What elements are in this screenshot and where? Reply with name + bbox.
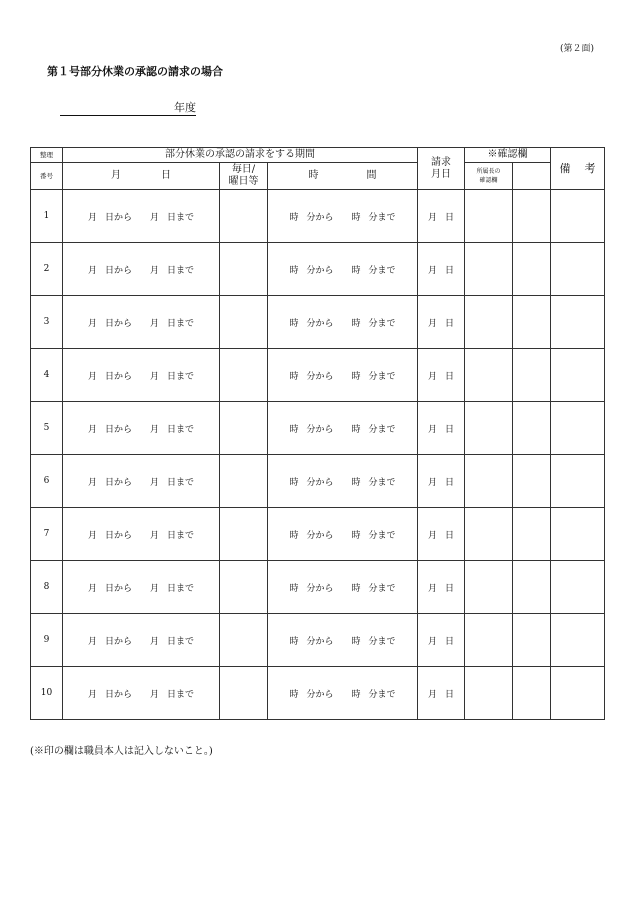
row-number: 3 — [31, 296, 63, 349]
remarks-field[interactable] — [551, 243, 605, 296]
table-row — [31, 667, 605, 720]
remarks-field[interactable] — [551, 667, 605, 720]
table-row — [31, 508, 605, 561]
remarks-field[interactable] — [551, 561, 605, 614]
header-seiri: 整理 — [31, 148, 63, 163]
request-date-field[interactable]: 月 日 — [418, 243, 465, 296]
fiscal-year-field[interactable] — [60, 101, 196, 116]
date-range-field[interactable]: 月 日から 月 日まで — [63, 243, 220, 296]
table-row — [31, 296, 605, 349]
time-range-field[interactable]: 時 分から 時 分まで — [268, 349, 418, 402]
table-row — [31, 349, 605, 402]
remarks-field[interactable] — [551, 508, 605, 561]
form-title: 第１号部分休業の承認の請求の場合 — [47, 65, 223, 78]
everyday-field[interactable] — [220, 190, 268, 243]
table-row — [31, 455, 605, 508]
header-everyday: 毎日/ 曜日等 — [220, 163, 268, 190]
confirmation-blank-field[interactable] — [513, 667, 551, 720]
fiscal-year-label: 年度 — [174, 101, 196, 114]
row-number: 10 — [31, 667, 63, 720]
supervisor-check-field[interactable] — [465, 243, 513, 296]
supervisor-check-field[interactable] — [465, 296, 513, 349]
confirmation-blank-field[interactable] — [513, 614, 551, 667]
request-date-field[interactable]: 月 日 — [418, 508, 465, 561]
request-date-field[interactable]: 月 日 — [418, 402, 465, 455]
header-month-day: 月 日 — [63, 163, 220, 190]
everyday-field[interactable] — [220, 508, 268, 561]
everyday-field[interactable] — [220, 402, 268, 455]
confirmation-blank-field[interactable] — [513, 561, 551, 614]
time-range-field[interactable]: 時 分から 時 分まで — [268, 296, 418, 349]
everyday-field[interactable] — [220, 349, 268, 402]
date-range-field[interactable]: 月 日から 月 日まで — [63, 561, 220, 614]
row-number: 2 — [31, 243, 63, 296]
confirmation-blank-field[interactable] — [513, 296, 551, 349]
supervisor-check-field[interactable] — [465, 402, 513, 455]
remarks-field[interactable] — [551, 349, 605, 402]
time-range-field[interactable]: 時 分から 時 分まで — [268, 455, 418, 508]
supervisor-check-field[interactable] — [465, 667, 513, 720]
request-date-field[interactable]: 月 日 — [418, 455, 465, 508]
table-row — [31, 243, 605, 296]
remarks-field[interactable] — [551, 455, 605, 508]
table-row — [31, 402, 605, 455]
row-number: 1 — [31, 190, 63, 243]
header-blank — [513, 163, 551, 190]
table-row — [31, 190, 605, 243]
everyday-field[interactable] — [220, 561, 268, 614]
time-range-field[interactable]: 時 分から 時 分まで — [268, 190, 418, 243]
request-date-field[interactable]: 月 日 — [418, 667, 465, 720]
page-number: (第２面) — [559, 44, 594, 54]
request-date-field[interactable]: 月 日 — [418, 296, 465, 349]
table-row — [31, 561, 605, 614]
header-supervisor-check: 所属長の 確認欄 — [465, 163, 513, 190]
supervisor-check-field[interactable] — [465, 349, 513, 402]
time-range-field[interactable]: 時 分から 時 分まで — [268, 614, 418, 667]
date-range-field[interactable]: 月 日から 月 日まで — [63, 508, 220, 561]
supervisor-check-field[interactable] — [465, 190, 513, 243]
time-range-field[interactable]: 時 分から 時 分まで — [268, 561, 418, 614]
row-number: 5 — [31, 402, 63, 455]
request-date-field[interactable]: 月 日 — [418, 190, 465, 243]
date-range-field[interactable]: 月 日から 月 日まで — [63, 614, 220, 667]
header-period: 部分休業の承認の請求をする期間 — [63, 148, 418, 163]
confirmation-blank-field[interactable] — [513, 190, 551, 243]
header-time: 時 間 — [268, 163, 418, 190]
time-range-field[interactable]: 時 分から 時 分まで — [268, 243, 418, 296]
row-number: 7 — [31, 508, 63, 561]
date-range-field[interactable]: 月 日から 月 日まで — [63, 190, 220, 243]
date-range-field[interactable]: 月 日から 月 日まで — [63, 667, 220, 720]
time-range-field[interactable]: 時 分から 時 分まで — [268, 667, 418, 720]
header-request-date: 請求 月日 — [418, 148, 465, 190]
request-date-field[interactable]: 月 日 — [418, 561, 465, 614]
remarks-field[interactable] — [551, 614, 605, 667]
everyday-field[interactable] — [220, 243, 268, 296]
date-range-field[interactable]: 月 日から 月 日まで — [63, 402, 220, 455]
row-number: 8 — [31, 561, 63, 614]
time-range-field[interactable]: 時 分から 時 分まで — [268, 508, 418, 561]
row-number: 6 — [31, 455, 63, 508]
request-date-field[interactable]: 月 日 — [418, 614, 465, 667]
everyday-field[interactable] — [220, 667, 268, 720]
everyday-field[interactable] — [220, 614, 268, 667]
supervisor-check-field[interactable] — [465, 614, 513, 667]
date-range-field[interactable]: 月 日から 月 日まで — [63, 349, 220, 402]
supervisor-check-field[interactable] — [465, 455, 513, 508]
confirmation-blank-field[interactable] — [513, 402, 551, 455]
everyday-field[interactable] — [220, 455, 268, 508]
confirmation-blank-field[interactable] — [513, 243, 551, 296]
request-date-field[interactable]: 月 日 — [418, 349, 465, 402]
supervisor-check-field[interactable] — [465, 508, 513, 561]
table-row — [31, 614, 605, 667]
date-range-field[interactable]: 月 日から 月 日まで — [63, 455, 220, 508]
time-range-field[interactable]: 時 分から 時 分まで — [268, 402, 418, 455]
header-confirmation: ※確認欄 — [465, 148, 551, 163]
confirmation-blank-field[interactable] — [513, 349, 551, 402]
confirmation-blank-field[interactable] — [513, 508, 551, 561]
supervisor-check-field[interactable] — [465, 561, 513, 614]
remarks-field[interactable] — [551, 402, 605, 455]
confirmation-blank-field[interactable] — [513, 455, 551, 508]
header-bango: 番号 — [31, 163, 63, 190]
row-number: 9 — [31, 614, 63, 667]
leave-request-table — [30, 147, 605, 720]
row-number: 4 — [31, 349, 63, 402]
header-remarks: 備 考 — [551, 148, 605, 190]
date-range-field[interactable]: 月 日から 月 日まで — [63, 296, 220, 349]
everyday-field[interactable] — [220, 296, 268, 349]
remarks-field[interactable] — [551, 296, 605, 349]
remarks-field[interactable] — [551, 190, 605, 243]
footnote: (※印の欄は職員本人は記入しないこと。) — [30, 746, 213, 757]
